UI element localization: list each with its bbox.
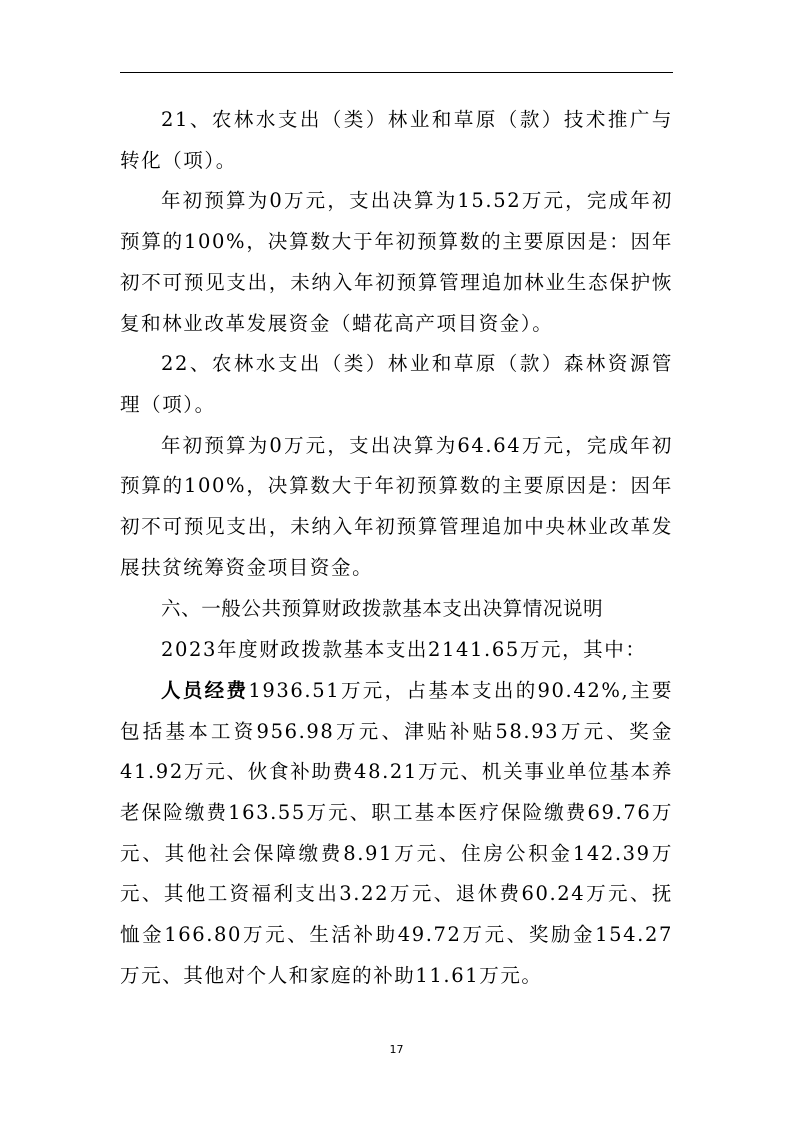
page-number: 17 (389, 1043, 404, 1056)
section-6-heading: 六、一般公共预算财政拨款基本支出决算情况说明 (161, 597, 604, 621)
item-21-title: 21、农林水支出（类）林业和草原（款）技术推广与转化（项）。 (120, 108, 673, 172)
header-rule (120, 72, 673, 73)
personnel-expenses-label: 人员经费 (161, 678, 249, 702)
personnel-expenses-paragraph (120, 671, 673, 997)
basic-expenditure-summary: 2023年度财政拨款基本支出2141.65万元，其中： (161, 638, 647, 662)
item-21-body: 年初预算为0万元，支出决算为15.52万元，完成年初预算的100%，决算数大于年初预算数的主要原因是：因年初不可预见支出，未纳入年初预算管理追加林业生态保护恢复和林业改革发展资金（蜡花高产项目资金）。 (120, 189, 673, 335)
personnel-expenses-text: 1936.51万元，占基本支出的90.42%,主要包括基本工资956.98万元、津贴补贴58.93万元、奖金41.92万元、伙食补助费48.21万元、机关事业单位基本养老保险缴费163.55万元、职工基本医疗保险缴费69.76万元、其他社会保障缴费8.91万元、住房公积金142.39万元、其他工资福利支出3.22万元、退休费60.24万元、抚恤金166.80万元、生活补助49.72万元、奖励金154.27万元、其他对个人和家庭的补助11.61万元。 (120, 678, 673, 987)
item-22-title: 22、农林水支出（类）林业和草原（款）森林资源管理（项）。 (120, 352, 673, 416)
document-body (120, 100, 673, 996)
item-22-body: 年初预算为0万元，支出决算为64.64万元，完成年初预算的100%，决算数大于年初预算数的主要原因是：因年初不可预见支出，未纳入年初预算管理追加中央林业改革发展扶贫统筹资金项目资金。 (120, 433, 673, 579)
